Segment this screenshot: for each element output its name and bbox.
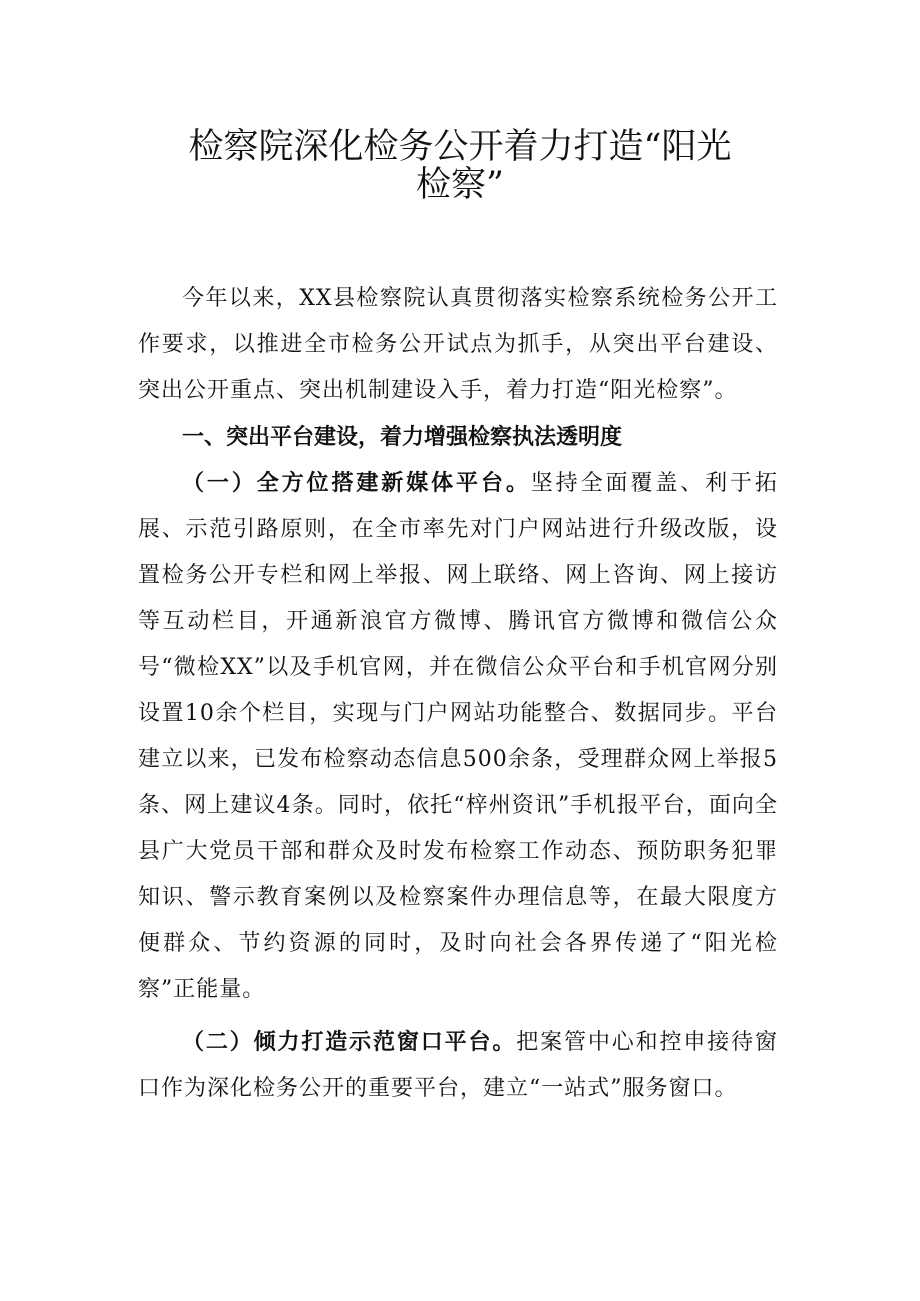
paragraph-2-body: 把案管中心和控申接待窗口作为深化检务公开的重要平台，建立“一站式”服务窗口。	[138, 1030, 778, 1101]
paragraph-1-body: 坚持全面覆盖、利于拓展、示范引路原则，在全市率先对门户网站进行升级改版，设置检务公开专栏和网上举报、网上联络、网上咨询、网上接访等互动栏目，开通新浪官方微博、腾讯官方微博和微信公众号“微检XX”以及手机官网，并在微信公众平台和手机官网分别设置10余个栏目，实现与门户网站功能整合、数据同步。平台建立以来，已发布检察动态信息500余条，受理群众网上举报5条、网上建议4条。同时，依托“梓州资讯”手机报平台，面向全县广大党员干部和群众及时发布检察工作动态、预防职务犯罪知识、警示教育案例以及检察案件办理信息等，在最大限度方便群众、节约资源的同时，及时向社会各界传递了“阳光检察”正能量。	[138, 471, 778, 1002]
document-body	[138, 276, 778, 1112]
intro-paragraph: 今年以来，XX县检察院认真贯彻落实检察系统检务公开工作要求，以推进全市检务公开试点为抓手，从突出平台建设、突出公开重点、突出机制建设入手，着力打造“阳光检察”。	[138, 286, 778, 403]
paragraph-2	[138, 1019, 778, 1112]
section-heading: 一、突出平台建设，着力增强检察执法透明度	[182, 424, 623, 450]
document-title-line1: 检察院深化检务公开着力打造“阳光	[188, 127, 732, 167]
paragraph-1	[138, 460, 778, 1013]
document-title-line2: 检察”	[416, 165, 504, 205]
paragraph-1-lead: （一）全方位搭建新媒体平台。	[182, 470, 531, 496]
paragraph-2-lead: （二）倾力打造示范窗口平台。	[182, 1029, 517, 1055]
